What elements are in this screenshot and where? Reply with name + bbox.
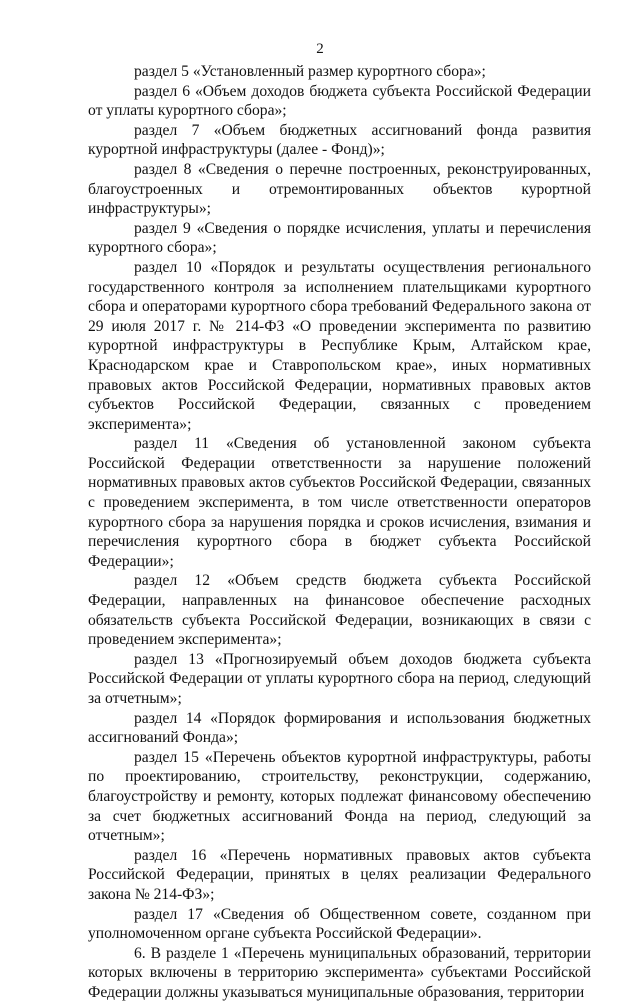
- paragraph-section-15: раздел 15 «Перечень объектов курортной инфраструктуры, работы по проектированию, строительству, реконструкции, содержанию, благоустройству и ремонту, которых подлежат финансовому обеспечению за счет бюджетных ассигнований Фонда на период, следующий за отчетным»;: [88, 748, 591, 845]
- paragraph-section-8: раздел 8 «Сведения о перечне построенных, реконструированных, благоустроенных и отремонтированных объектов курортной инфраструктуры»;: [88, 160, 591, 218]
- paragraph-section-12: раздел 12 «Объем средств бюджета субъекта Российской Федерации, направленных на финансовое обеспечение расходных обязательств субъекта Российской Федерации, возникающих в связи с проведением эксперимента»;: [88, 572, 591, 649]
- paragraph-section-6: раздел 6 «Объем доходов бюджета субъекта Российской Федерации от уплаты курортного сбора»;: [88, 82, 591, 120]
- paragraph-section-16: раздел 16 «Перечень нормативных правовых актов субъекта Российской Федерации, принятых в целях реализации Федерального закона № 214-ФЗ»;: [88, 846, 591, 903]
- paragraph-section-11: раздел 11 «Сведения об установленной законом субъекта Российской Федерации ответственности за нарушение положений нормативных правовых актов субъектов Российской Федерации, связанных с проведением эксперимента, в том числе ответственности операторов курортного сбора за нарушения порядка и сроков исчисления, взимания и перечисления курортного сбора в бюджет субъекта Российской Федерации»;: [88, 435, 591, 570]
- paragraph-section-14: раздел 14 «Порядок формирования и использования бюджетных ассигнований Фонда»;: [88, 709, 591, 747]
- paragraph-item-6: 6. В разделе 1 «Перечень муниципальных образований, территории которых включены в территорию эксперимента» субъектами Российской Федерации должны указываться муниципальные образования, территории: [88, 944, 591, 1001]
- paragraph-section-5: раздел 5 «Установленный размер курортного сбора»;: [134, 63, 486, 80]
- page-number: 2: [316, 41, 324, 57]
- paragraph-section-9: раздел 9 «Сведения о порядке исчисления, уплаты и перечисления курортного сбора»;: [88, 219, 591, 257]
- paragraph-section-13: раздел 13 «Прогнозируемый объем доходов бюджета субъекта Российской Федерации от уплаты курортного сбора на период, следующий за отчетным»;: [88, 650, 591, 707]
- paragraph-section-7: раздел 7 «Объем бюджетных ассигнований фонда развития курортной инфраструктуры (далее - Фонд)»;: [88, 121, 591, 159]
- paragraph-section-10: раздел 10 «Порядок и результаты осуществления регионального государственного контроля за исполнением плательщиками курортного сбора и операторами курортного сбора требований Федерального закона от 29 июля 2017 г. № 214-ФЗ «О проведении эксперимента по развитию курортной инфраструктуры в Республике Крым, Алтайском крае, Краснодарском крае и Ставропольском крае», иных нормативных правовых актов Российской Федерации, нормативных правовых актов субъектов Российской Федерации, связанных с проведением эксперимента»;: [88, 258, 591, 433]
- paragraph-section-17: раздел 17 «Сведения об Общественном совете, созданном при уполномоченном органе субъекта Российской Федерации».: [88, 905, 591, 943]
- document-body: [88, 62, 591, 1003]
